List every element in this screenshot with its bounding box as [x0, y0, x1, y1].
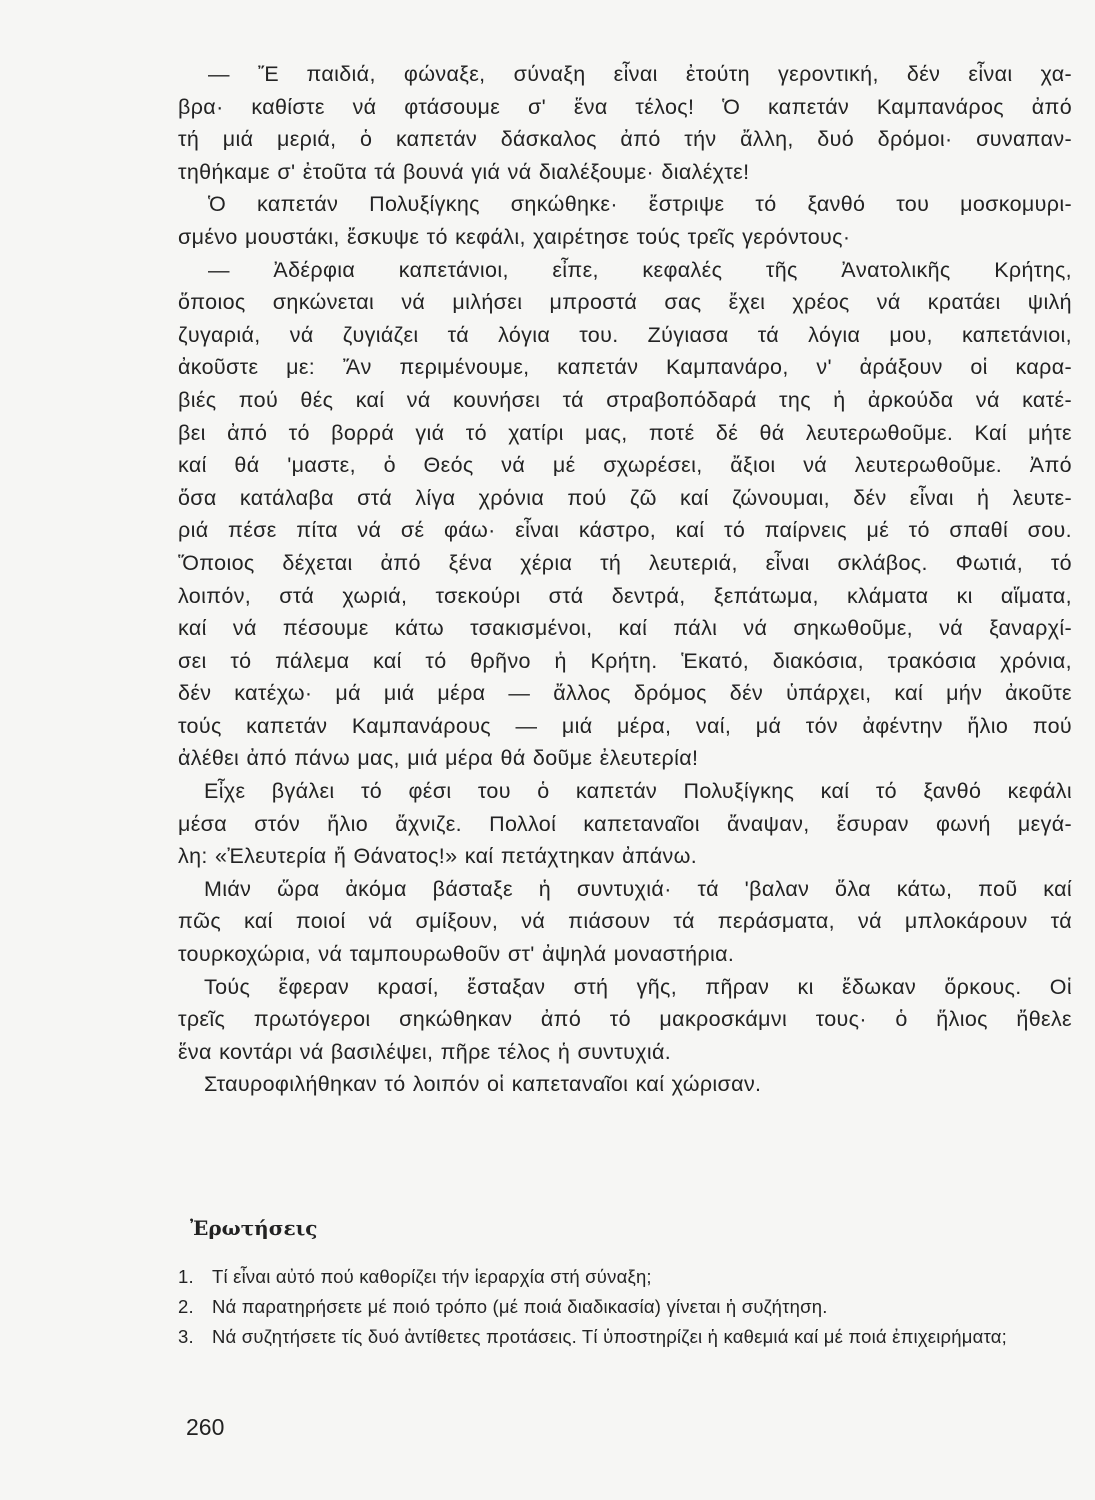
question-text: Νά παρατηρήσετε μέ ποιό τρόπο (μέ ποιά διαδικασία) γίνεται ἡ συζήτηση.	[212, 1296, 828, 1317]
text-line: ἀλέθει ἀπό πάνω μας, μιά μέρα θά δοῦμε ἐλευτερία!	[178, 746, 699, 771]
text-line: ἕνα κοντάρι νά βασιλέψει, πῆρε τέλος ἡ συντυχιά.	[178, 1039, 672, 1064]
text-line: Σταυροφιλήθηκαν τό λοιπόν οἱ καπεταναῖοι καί χώρισαν.	[204, 1072, 762, 1097]
text-line: σμένο μουστάκι, ἔσκυψε τό κεφάλι, χαιρέτησε τούς τρεῖς γερόντους·	[178, 224, 851, 249]
text-line: ὅποιος σηκώνεται νά μιλήσει μπροστά σας ἔχει χρέος νά κρατάει ψιλή	[178, 290, 1072, 315]
text-line: πῶς καί ποιοί νά σμίξουν, νά πιάσουν τά περάσματα, νά μπλοκάρουν τά	[178, 909, 1072, 934]
text-line: ζυγαριά, νά ζυγιάζει τά λόγια του. Ζύγιασα τά λόγια μου, καπετάνιοι,	[178, 322, 1072, 347]
text-line: τρεῖς πρωτόγεροι σηκώθηκαν ἀπό τό μακροσκάμνι τους· ὁ ἥλιος ἤθελε	[178, 1007, 1072, 1032]
question-item	[178, 1292, 1072, 1322]
text-line: Ὅποιος δέχεται ἀπό ξένα χέρια τή λευτεριά, εἶναι σκλάβος. Φωτιά, τό	[178, 550, 1072, 575]
text-line: λη: «Ἐλευτερία ἤ Θάνατος!» καί πετάχτηκαν ἀπάνω.	[178, 844, 698, 869]
question-number: 2.	[178, 1296, 194, 1317]
text-line: Τούς ἔφεραν κρασί, ἔσταξαν στή γῆς, πῆραν κι ἔδωκαν ὅρκους. Οἱ	[204, 974, 1072, 999]
questions-heading: Ἐρωτήσεις	[190, 1216, 318, 1240]
text-line: βρα· καθίστε νά φτάσουμε σ' ἕνα τέλος! Ὁ καπετάν Καμπανάρος ἀπό	[178, 94, 1072, 119]
question-number: 1.	[178, 1266, 194, 1287]
question-number: 3.	[178, 1326, 194, 1347]
text-line: βιές πού θές καί νά κουνήσει τά στραβοπόδαρά της ἡ ἀρκούδα νά κατέ-	[178, 387, 1072, 412]
text-line: βει ἀπό τό βορρά γιά τό χατίρι μας, ποτέ δέ θά λευτερωθοῦμε. Καί μήτε	[178, 420, 1072, 445]
text-line: Μιάν ὥρα ἀκόμα βάσταξε ἡ συντυχιά· τά 'βαλαν ὅλα κάτω, ποῦ καί	[204, 876, 1072, 901]
text-line: τουρκοχώρια, νά ταμπουρωθοῦν στ' ἀψηλά μοναστήρια.	[178, 942, 735, 967]
question-text: Τί εἶναι αὐτό πού καθορίζει τήν ἱεραρχία στή σύναξη;	[212, 1266, 652, 1287]
text-line: λοιπόν, στά χωριά, τσεκούρι στά δεντρά, ξεπάτωμα, κλάματα κι αἵματα,	[178, 583, 1072, 608]
question-text: Νά συζητήσετε τίς δυό ἀντίθετες προτάσεις. Τί ὑποστηρίζει ἡ καθεμιά καί μέ ποιά ἐπιχειρήματα;	[212, 1326, 1007, 1347]
text-line: ὅσα κατάλαβα στά λίγα χρόνια πού ζῶ καί ζώνουμαι, δέν εἶναι ἡ λευτε-	[178, 485, 1072, 510]
text-line: καί νά πέσουμε κάτω τσακισμένοι, καί πάλι νά σηκωθοῦμε, νά ξαναρχί-	[178, 616, 1072, 641]
text-line: σει τό πάλεμα καί τό θρῆνο ἡ Κρήτη. Ἑκατό, διακόσια, τρακόσια χρόνια,	[178, 648, 1072, 673]
text-line: Εἶχε βγάλει τό φέσι του ὁ καπετάν Πολυξίγκης καί τό ξανθό κεφάλι	[204, 779, 1072, 804]
text-line: τή μιά μεριά, ὁ καπετάν δάσκαλος ἀπό τήν ἄλλη, δυό δρόμοι· συναπαν-	[178, 127, 1072, 152]
page-number: 260	[186, 1414, 225, 1440]
text-line: καί θά 'μαστε, ὁ Θεός νά μέ σχωρέσει, ἄξιοι νά λευτερωθοῦμε. Ἀπό	[178, 453, 1072, 478]
text-line: — Ἔ παιδιά, φώναξε, σύναξη εἶναι ἐτούτη γεροντική, δέν εἶναι χα-	[208, 62, 1072, 86]
questions-list	[178, 1262, 1072, 1352]
question-item	[178, 1322, 1072, 1352]
body-text	[178, 58, 1072, 1101]
question-item	[178, 1262, 1072, 1292]
text-line: Ὁ καπετάν Πολυξίγκης σηκώθηκε· ἔστριψε τό ξανθό του μοσκομυρι-	[208, 192, 1072, 217]
text-line: τηθήκαμε σ' ἐτοῦτα τά βουνά γιά νά διαλέξουμε· διαλέχτε!	[178, 159, 750, 184]
text-line: μέσα στόν ἥλιο ἄχνιζε. Πολλοί καπεταναῖοι ἄναψαν, ἔσυραν φωνή μεγά-	[178, 811, 1072, 836]
text-line: τούς καπετάν Καμπανάρους — μιά μέρα, ναί, μά τόν ἀφέντην ἥλιο πού	[178, 713, 1072, 738]
text-line: — Ἀδέρφια καπετάνιοι, εἶπε, κεφαλές τῆς Ἀνατολικῆς Κρήτης,	[208, 257, 1072, 282]
text-line: δέν κατέχω· μά μιά μέρα — ἄλλος δρόμος δέν ὑπάρχει, καί μήν ἀκοῦτε	[178, 681, 1072, 706]
text-line: ριά πέσε πίτα νά σέ φάω· εἶναι κάστρο, καί τό παίρνεις μέ τό σπαθί σου.	[178, 518, 1072, 543]
text-line: ἀκοῦστε με: Ἄν περιμένουμε, καπετάν Καμπανάρο, ν' ἀράξουν οἱ καρα-	[178, 355, 1072, 380]
